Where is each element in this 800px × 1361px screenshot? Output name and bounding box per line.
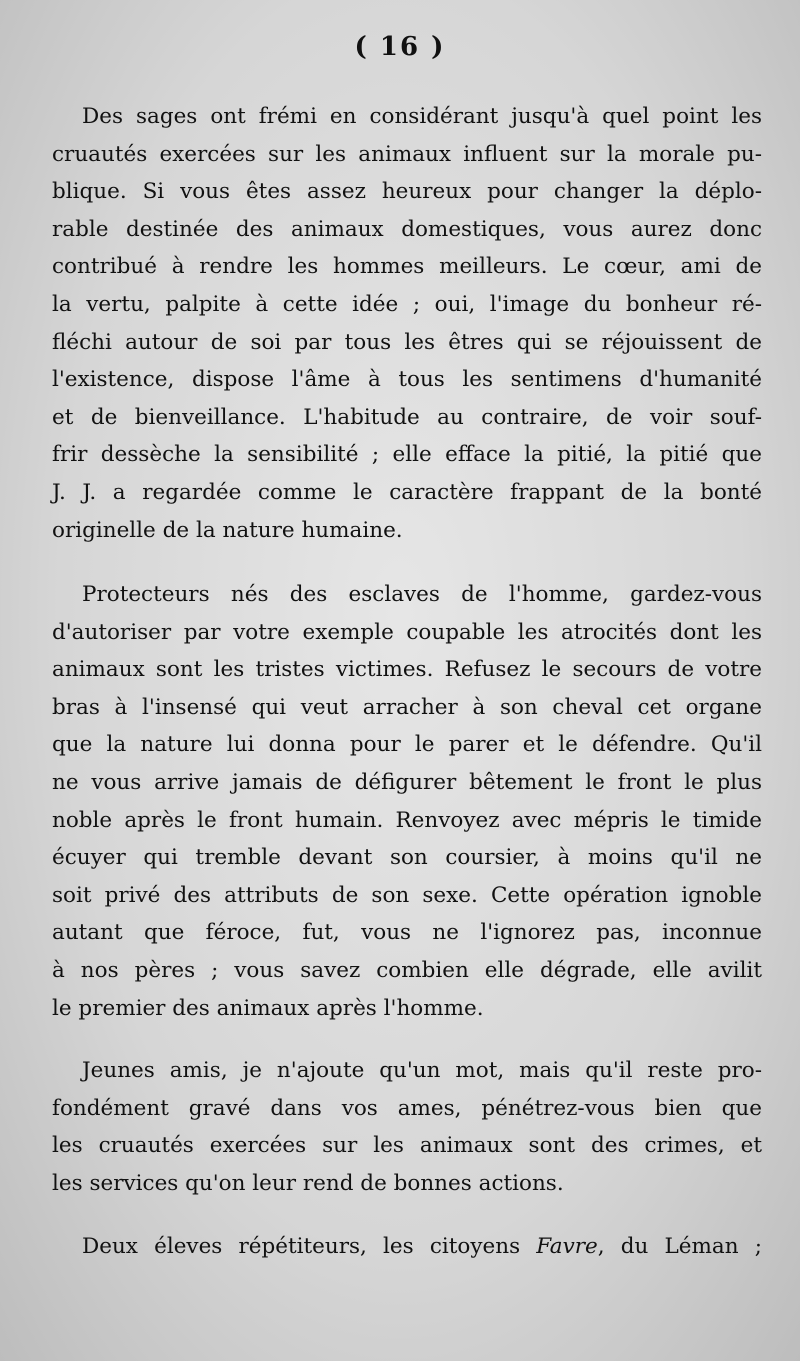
text-line: originelle de la nature humaine. <box>52 517 403 543</box>
text-line: bras à l'insensé qui veut arracher à son cheval cet organe <box>52 694 762 720</box>
text-line: à nos pères ; vous savez combien elle dégrade, elle avilit <box>52 957 762 983</box>
paragraph-3 <box>52 1052 762 1202</box>
text-line: animaux sont les tristes victimes. Refusez le secours de votre <box>52 657 762 683</box>
text-line: fléchi autour de soi par tous les êtres qui se réjouissent de <box>52 329 762 355</box>
text-line: Protecteurs nés des esclaves de l'homme, gardez-vous <box>82 582 762 607</box>
paragraph-1 <box>52 98 762 549</box>
paragraph-4 <box>52 1228 762 1266</box>
text-line: l'existence, dispose l'âme à tous les sentimens d'humanité <box>52 367 762 393</box>
text-line: J. J. a regardée comme le caractère frappant de la bonté <box>52 479 762 505</box>
text-line: soit privé des attributs de son sexe. Cette opération ignoble <box>52 882 762 908</box>
text-line: le premier des animaux après l'homme. <box>52 995 484 1021</box>
text-line: les services qu'on leur rend de bonnes actions. <box>52 1170 564 1196</box>
text-line: et de bienveillance. L'habitude au contraire, de voir souf- <box>52 404 762 430</box>
text-line: contribué à rendre les hommes meilleurs. Le cœur, ami de <box>52 254 762 280</box>
text-line: Des sages ont frémi en considérant jusqu'à quel point les <box>82 104 762 129</box>
text-line: Jeunes amis, je n'ajoute qu'un mot, mais qu'il reste pro- <box>82 1058 762 1083</box>
text-line: rable destinée des animaux domestiques, vous aurez donc <box>52 216 762 242</box>
page-number: ( 16 ) <box>354 32 446 62</box>
paragraph-2 <box>52 576 762 1027</box>
text-line: ne vous arrive jamais de défigurer bêtement le front le plus <box>52 769 762 795</box>
text-line: frir dessèche la sensibilité ; elle efface la pitié, la pitié que <box>52 442 762 468</box>
text-line: Deux éleves répétiteurs, les citoyens Favre, du Léman ; <box>82 1234 763 1259</box>
text-line: que la nature lui donna pour le parer et le défendre. Qu'il <box>52 732 762 758</box>
text-line: écuyer qui tremble devant son coursier, à moins qu'il ne <box>52 845 762 871</box>
text-line: d'autoriser par votre exemple coupable les atrocités dont les <box>52 619 762 645</box>
text-line: la vertu, palpite à cette idée ; oui, l'image du bonheur ré- <box>52 291 762 317</box>
text-line: les cruautés exercées sur les animaux sont des crimes, et <box>52 1133 762 1159</box>
text-line: blique. Si vous êtes assez heureux pour changer la déplo- <box>52 179 762 205</box>
text-line: autant que féroce, fut, vous ne l'ignorez pas, inconnue <box>52 920 762 946</box>
text-line: noble après le front humain. Renvoyez avec mépris le timide <box>52 807 762 833</box>
text-line: fondément gravé dans vos ames, pénétrez-vous bien que <box>52 1095 762 1121</box>
text-line: cruautés exercées sur les animaux influent sur la morale pu- <box>52 141 762 167</box>
